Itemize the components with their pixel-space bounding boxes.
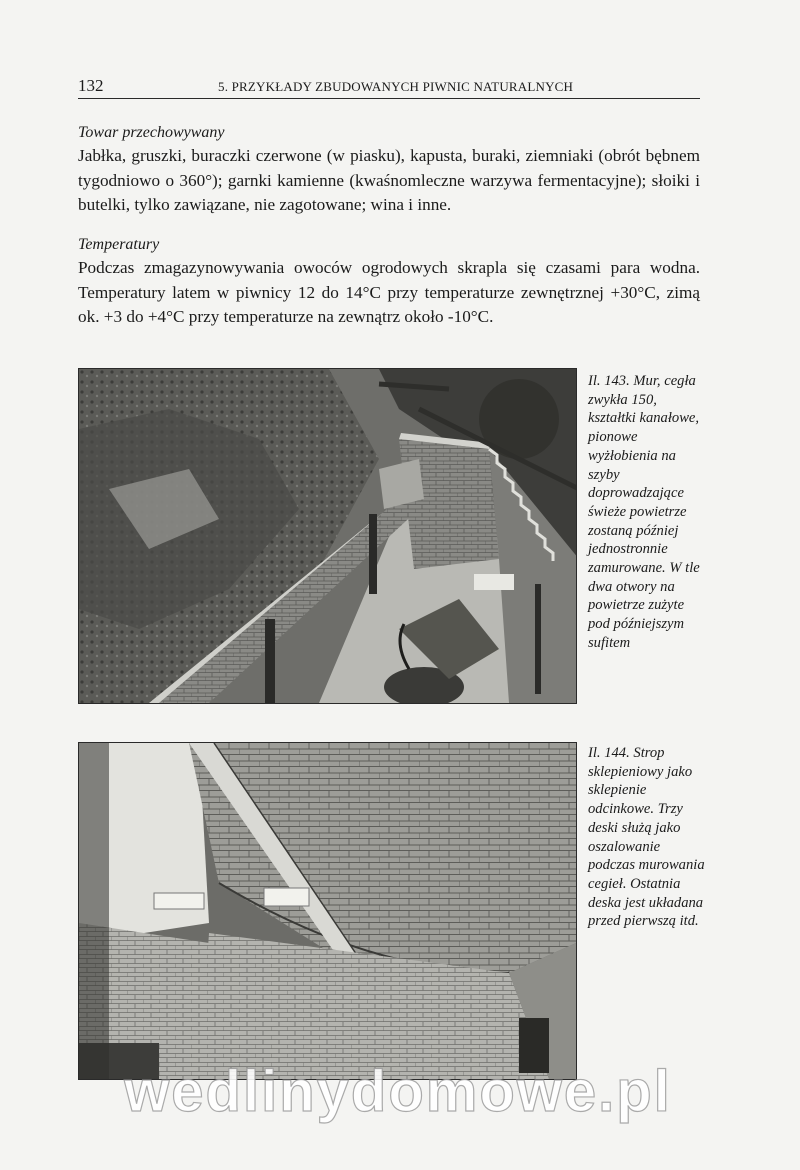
stored-goods-text: Jabłka, gruszki, buraczki czerwone (w piasku), kapusta, buraki, ziemniaki (obrót bębnem tygodniowo o 360°); garnki kamienne (kwaśnomleczne warzywa fermentacyjne); słoiki i butelki, tylko zawiązane, nie zagotowane; wina i inne. — [78, 146, 700, 215]
site-watermark: wedlinydomowe.pl — [124, 1059, 672, 1124]
running-header — [78, 72, 700, 99]
temperatures-section — [78, 236, 700, 330]
figure-144-caption: Il. 144. Strop sklepieniowy jako sklepienie odcinkowe. Trzy deski służą jako oszalowanie podczas murowania cegieł. Ostatnia deska jest układana przed pierwszą itd. — [588, 745, 705, 930]
figure-143-photo — [78, 368, 577, 704]
chapter-running-head: 5. PRZYKŁADY ZBUDOWANYCH PIWNIC NATURALNYCH — [218, 79, 574, 94]
figure-144-photo — [78, 742, 577, 1080]
stored-goods-section — [78, 124, 700, 218]
stored-goods-heading: Towar przechowywany — [78, 124, 225, 141]
temperatures-text: Podczas zmagazynowywania owoców ogrodowych skrapla się czasami para wodna. Temperatury latem w piwnicy 12 do 14°C przy temperaturze zewnętrznej +30°C, zimą ok. +3 do +4°C przy temperaturze na zewnątrz około -10°C. — [78, 258, 700, 327]
figure-143-caption: Il. 143. Mur, cegła zwykła 150, kształtki kanałowe, pionowe wyżłobienia na szyby doprowadzające świeże powietrze zostaną później jednostronnie zamurowane. W tle dwa otwory na powietrze zużyte pod późniejszym sufitem — [588, 373, 700, 651]
temperatures-heading: Temperatury — [78, 236, 160, 253]
page-number: 132 — [78, 76, 104, 95]
